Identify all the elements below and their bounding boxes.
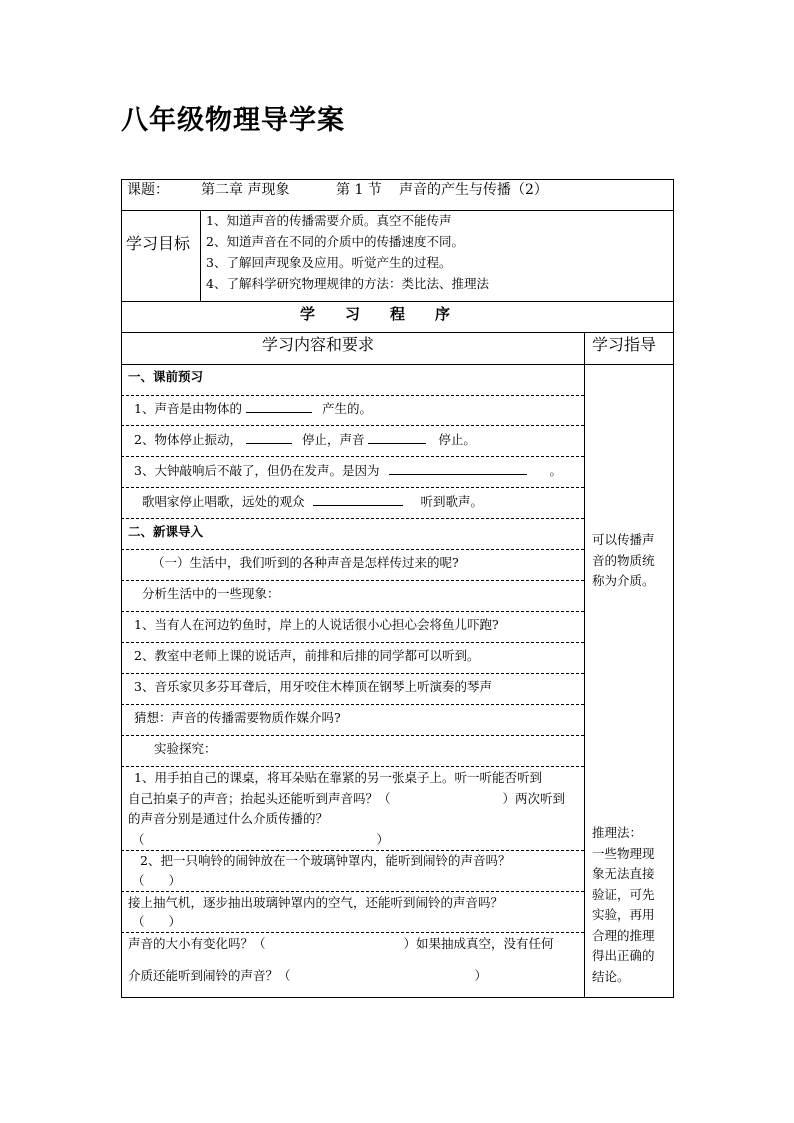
guide-line: 推理法：	[592, 825, 643, 840]
question-text: ）	[474, 968, 487, 983]
answer-blank[interactable]	[246, 432, 292, 444]
question-text: （	[132, 873, 145, 888]
guide-line: 合理的推理	[592, 927, 655, 943]
divider	[121, 766, 584, 767]
document-title: 八年级物理导学案	[121, 105, 345, 136]
question-line	[132, 874, 181, 888]
divider	[584, 332, 585, 998]
question-text: ）如果抽成真空，没有任何	[403, 936, 554, 951]
content-line: （一）生活中，我们听到的各种声音是怎样传过来的呢?	[152, 555, 459, 570]
question-text: 听到歌声。	[420, 494, 483, 509]
guide-line: 可以传播声	[592, 532, 655, 547]
question-text: （	[132, 914, 145, 929]
answer-blank[interactable]	[313, 494, 403, 506]
divider	[121, 580, 584, 581]
content-line: 接上抽气机，逐步抽出玻璃钟罩内的空气，还能听到闹铃的声音吗？	[128, 895, 504, 910]
content-line: 分析生活中的一些现象：	[142, 586, 280, 601]
guide-line: 一些物理现	[592, 845, 655, 861]
topic-section: 第 1 节	[336, 182, 382, 198]
section-heading: 二、新课导入	[128, 524, 204, 539]
answer-blank[interactable]	[389, 463, 527, 475]
question-line	[134, 463, 562, 478]
content-header: 学习内容和要求	[262, 335, 375, 354]
divider	[121, 642, 584, 643]
guide-line: 音的物质统	[592, 552, 655, 568]
divider	[121, 611, 584, 612]
question-text: ）	[168, 914, 181, 929]
guide-note-medium	[592, 530, 662, 592]
divider	[121, 395, 584, 396]
goal-item: 1、知道声音的传播需要介质。真空不能传声	[206, 213, 452, 228]
question-text: ）	[376, 832, 389, 847]
divider	[121, 673, 584, 674]
question-text: 。	[549, 463, 562, 478]
divider	[121, 210, 674, 211]
question-text: 声音的大小有变化吗？（	[128, 936, 266, 951]
question-line	[134, 401, 372, 416]
goal-item: 2、知道声音在不同的介质中的传播速度不同。	[206, 234, 464, 249]
divider	[121, 332, 674, 333]
question-text: ）	[168, 873, 181, 888]
guide-header: 学习指导	[592, 335, 657, 354]
question-line	[134, 432, 476, 447]
divider	[121, 301, 674, 302]
divider	[121, 932, 584, 933]
content-line: 2、把一只响铃的闹钟放在一个玻璃钟罩内，能听到闹铃的声音吗？	[140, 853, 511, 868]
topic-chapter: 第二章 声现象	[201, 182, 290, 198]
procedure-title: 学 习 程 序	[300, 305, 451, 323]
goal-item: 3、了解回声现象及应用。听觉产生的过程。	[206, 255, 452, 270]
divider	[121, 850, 584, 851]
guide-line: 象无法直接	[592, 866, 655, 881]
content-line: 的声音分别是通过什么介质传播的？	[128, 811, 329, 826]
divider	[200, 210, 201, 301]
question-text: 2、物体停止振动，	[134, 432, 242, 447]
question-text: 停止，声音	[301, 432, 365, 447]
divider	[121, 891, 584, 892]
question-line	[128, 969, 487, 983]
divider	[121, 425, 584, 426]
question-text: 自己拍桌子的声音；抬起头还能听到声音吗？（	[128, 791, 391, 806]
goals-label: 学习目标	[126, 234, 191, 253]
divider	[121, 364, 674, 365]
question-line	[128, 937, 554, 951]
content-line: 1、用手拍自己的课桌，将耳朵贴在靠紧的另一张桌子上。听一听能否听到	[134, 770, 542, 785]
guide-line: 称为介质。	[592, 573, 655, 588]
guide-line: 得出正确的	[592, 948, 655, 963]
answer-blank[interactable]	[246, 401, 312, 413]
divider	[121, 549, 584, 550]
question-line	[142, 494, 483, 509]
guide-note-reasoning	[592, 823, 662, 987]
content-line: 实验探究：	[154, 741, 217, 756]
guide-line: 实验，再用	[592, 907, 655, 922]
section-heading: 一、课前预习	[128, 369, 204, 384]
question-line	[132, 833, 389, 847]
question-text: 产生的。	[321, 401, 372, 416]
topic-label: 课题：	[127, 182, 169, 198]
answer-blank[interactable]	[368, 432, 426, 444]
question-text: 介质还能听到闹铃的声音？（	[128, 968, 291, 983]
content-line: 猜想：声音的传播需要物质作媒介吗?	[134, 710, 341, 725]
question-line	[128, 792, 565, 806]
goal-item: 4、了解科学研究物理规律的方法：类比法、推理法	[206, 276, 489, 291]
divider	[121, 487, 584, 488]
content-line: 1、当有人在河边钓鱼时，岸上的人说话很小心担心会将鱼儿吓跑?	[134, 617, 499, 632]
divider	[121, 456, 584, 457]
question-text: ）两次听到	[502, 791, 565, 806]
question-text: （	[132, 832, 145, 847]
guide-line: 结论。	[592, 968, 630, 984]
question-text: 3、大钟敲响后不敲了，但仍在发声。是因为	[134, 463, 380, 478]
guide-line: 验证，可先	[592, 886, 655, 902]
content-line: 3、音乐家贝多芬耳聋后，用牙咬住木棒顶在钢琴上听演奏的琴声	[134, 679, 492, 694]
topic-name: 声音的产生与传播（2）	[399, 182, 548, 198]
question-text: 停止。	[438, 432, 476, 447]
divider	[121, 704, 584, 705]
divider	[121, 735, 584, 736]
question-line	[132, 915, 181, 929]
divider	[121, 518, 584, 519]
content-line: 2、教室中老师上课的说话声，前排和后排的同学都可以听到。	[134, 648, 480, 663]
question-text: 1、声音是由物体的	[134, 401, 242, 416]
question-text: 歌唱家停止唱歌，远处的观众	[142, 494, 305, 509]
